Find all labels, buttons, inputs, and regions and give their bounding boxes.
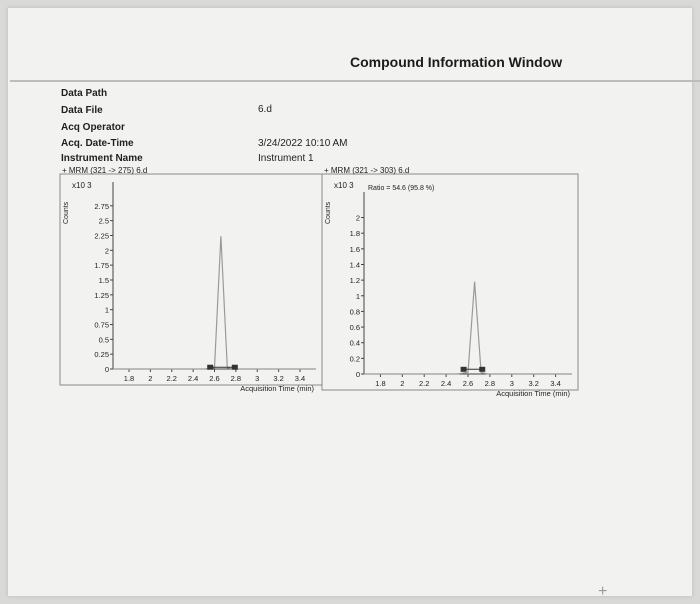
y-tick-label: 2.75 (94, 201, 109, 211)
chromatogram-1-svg (58, 166, 328, 416)
acq-datetime-value: 3/24/2022 10:10 AM (258, 138, 348, 149)
x-tick-label: 2.6 (462, 379, 474, 388)
y-tick-label: 0.75 (94, 320, 109, 330)
integration-marker (461, 367, 467, 372)
x-tick-label: 2.2 (166, 374, 177, 383)
x-tick-label: 3.2 (273, 374, 284, 383)
y-tick-label: 2.25 (94, 231, 109, 241)
y-axis-label: Counts (63, 201, 70, 224)
x-tick-label: 2.6 (209, 374, 220, 383)
acq-operator-label: Acq Operator (61, 122, 125, 133)
x-tick-label: 1.8 (375, 379, 386, 388)
cursor-plus-icon: + (598, 583, 608, 600)
x-tick-label: 1.8 (123, 374, 135, 383)
instrument-name-value: Instrument 1 (258, 153, 314, 164)
y-tick-label: 2.5 (98, 216, 109, 226)
integration-marker (232, 365, 238, 370)
y-tick-label: 0.25 (94, 350, 109, 360)
x-tick-label: 3.4 (550, 379, 561, 388)
y-tick-label: 1.5 (98, 275, 109, 285)
x-tick-label: 2.4 (440, 379, 452, 388)
chart-multiplier: x10 3 (334, 181, 354, 190)
y-tick-label: 0.2 (349, 354, 360, 364)
x-tick-label: 2 (148, 374, 153, 383)
instrument-name-label: Instrument Name (61, 153, 143, 164)
x-tick-label: 3 (509, 379, 514, 388)
y-tick-label: 1.25 (94, 290, 109, 300)
x-tick-label: 2.8 (484, 379, 496, 388)
data-file-value: 6.d (258, 104, 272, 115)
y-tick-label: 2 (355, 213, 360, 223)
chromatogram-2-svg (320, 166, 590, 416)
chart-title: + MRM (321 -> 275) 6.d (62, 166, 148, 175)
integration-marker (207, 365, 213, 370)
y-tick-label: 1.8 (349, 229, 360, 239)
x-axis-label: Acquisition Time (min) (496, 389, 570, 398)
chart-frame (322, 174, 578, 390)
data-path-label: Data Path (61, 88, 108, 99)
ratio-annotation: Ratio = 54.6 (95.8 %) (368, 185, 435, 192)
x-tick-label: 3 (255, 374, 260, 383)
y-tick-label: 1 (355, 291, 360, 301)
y-tick-label: 0 (104, 365, 109, 374)
chart-title: + MRM (321 -> 303) 6.d (324, 166, 410, 175)
y-tick-label: 0.8 (349, 307, 360, 317)
x-tick-label: 3.2 (528, 379, 539, 388)
chart-mrm-321-275 (58, 166, 328, 421)
y-tick-label: 0 (355, 370, 360, 379)
y-tick-label: 1.75 (94, 261, 109, 271)
y-tick-label: 1.4 (349, 260, 360, 270)
y-tick-label: 1.2 (349, 276, 360, 286)
chart-mrm-321-303 (320, 166, 590, 421)
x-axis-label: Acquisition Time (min) (240, 384, 314, 393)
x-tick-label: 2.2 (418, 379, 430, 388)
y-tick-label: 1.6 (349, 244, 360, 254)
y-tick-label: 1 (104, 305, 109, 315)
x-tick-label: 2.4 (187, 374, 199, 383)
window-title: Compound Information Window (350, 54, 563, 70)
y-axis-label: Counts (325, 201, 332, 224)
series-trace (113, 236, 316, 369)
chart-multiplier: x10 3 (72, 181, 92, 190)
acq-datetime-label: Acq. Date-Time (61, 138, 134, 149)
y-tick-label: 0.6 (349, 323, 360, 333)
y-tick-label: 0.5 (98, 335, 109, 345)
y-tick-label: 2 (104, 246, 109, 256)
x-tick-label: 2 (400, 379, 405, 388)
data-file-label: Data File (61, 105, 103, 116)
integration-marker (479, 367, 485, 372)
series-trace (364, 282, 572, 374)
x-tick-label: 2.8 (230, 374, 242, 383)
x-tick-label: 3.4 (294, 374, 306, 383)
y-tick-label: 0.4 (349, 338, 360, 348)
title-divider (10, 80, 700, 82)
